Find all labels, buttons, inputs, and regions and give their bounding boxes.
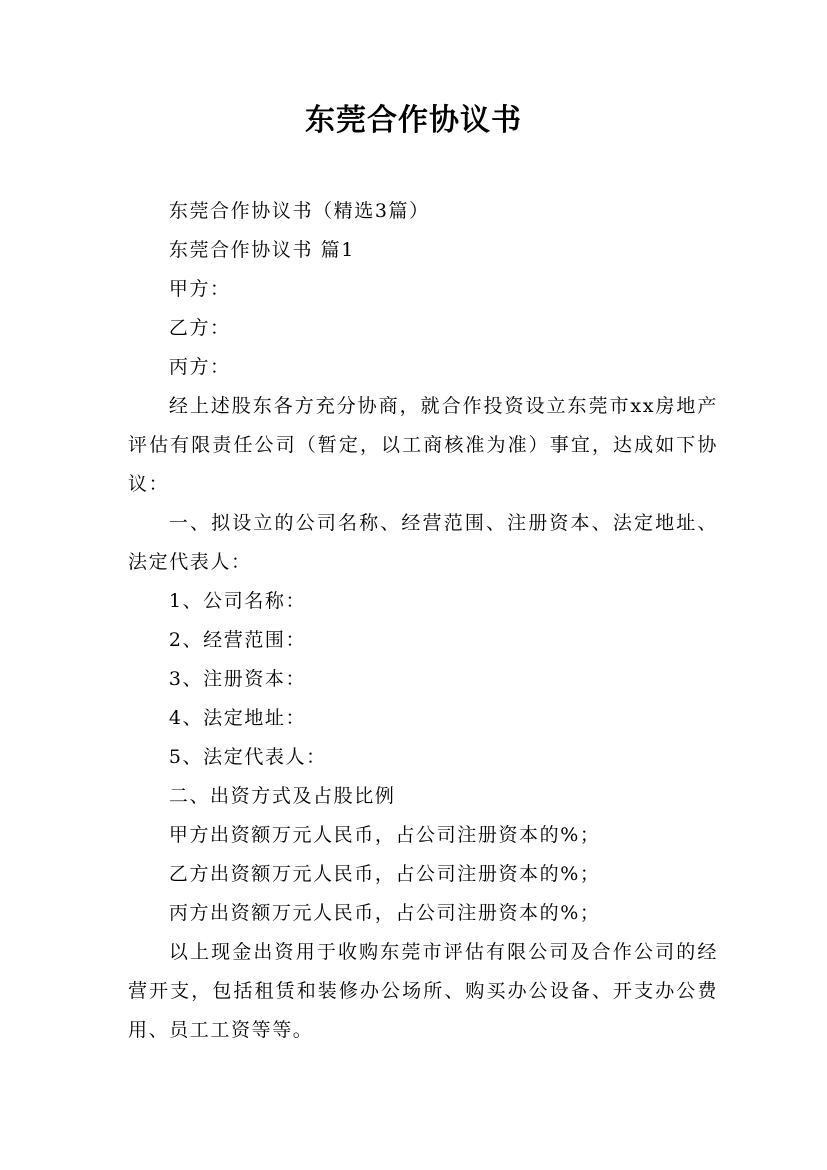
- paragraph-capital-usage: 以上现金出资用于收购东莞市评估有限公司及合作公司的经营开支，包括租赁和装修办公场所、购买办公设备、开支办公费用、员工工资等等。: [128, 941, 718, 1041]
- paragraph-section-heading: 东莞合作协议书 篇1: [168, 239, 355, 261]
- paragraph-company-name: 1、公司名称：: [168, 590, 307, 612]
- paragraph-legal-representative: 5、法定代表人：: [168, 746, 327, 768]
- paragraph-registered-capital: 3、注册资本：: [168, 668, 307, 690]
- paragraph-party-a: 甲方：: [168, 278, 231, 300]
- paragraph-business-scope: 2、经营范围：: [168, 629, 307, 651]
- paragraph-clause-1-heading: 一、拟设立的公司名称、经营范围、注册资本、法定地址、法定代表人：: [128, 512, 718, 573]
- paragraph-party-c: 丙方：: [168, 356, 231, 378]
- paragraph-party-b-contribution: 乙方出资额万元人民币，占公司注册资本的%；: [168, 863, 601, 885]
- paragraph-legal-address: 4、法定地址：: [168, 707, 307, 729]
- paragraph-subtitle: 东莞合作协议书（精选3篇）: [168, 200, 430, 222]
- paragraph-clause-2-heading: 二、出资方式及占股比例: [168, 785, 396, 807]
- paragraph-party-a-contribution: 甲方出资额万元人民币，占公司注册资本的%；: [168, 824, 601, 846]
- document-body: [128, 192, 718, 1050]
- paragraph-party-c-contribution: 丙方出资额万元人民币，占公司注册资本的%；: [168, 902, 601, 924]
- paragraph-preamble: 经上述股东各方充分协商，就合作投资设立东莞市xx房地产评估有限责任公司（暂定，以工商核准为准）事宜，达成如下协议：: [128, 395, 718, 495]
- paragraph-party-b: 乙方：: [168, 317, 231, 339]
- document-title: 东莞合作协议书: [305, 103, 522, 138]
